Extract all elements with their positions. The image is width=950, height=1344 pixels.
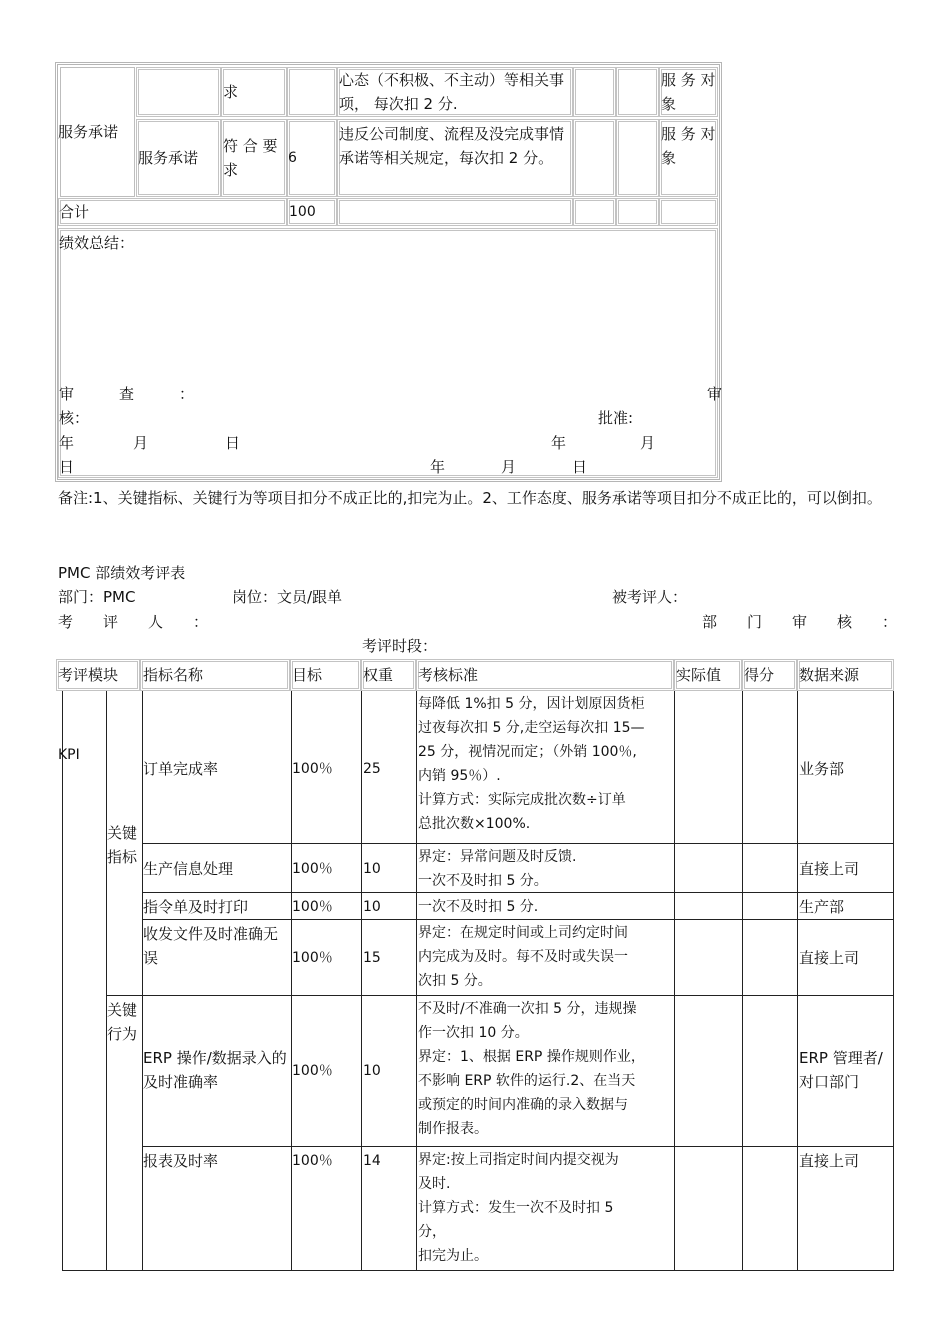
summary-label: 绩效总结： [59, 234, 135, 252]
row-weight: 10 [363, 1063, 381, 1079]
table-cell [573, 67, 616, 117]
date-year: 年 [59, 434, 75, 452]
table-cell [616, 198, 659, 226]
row-weight: 10 [363, 861, 381, 877]
grid-line [106, 691, 107, 1271]
row-group-label: 服务承诺 [58, 123, 119, 141]
row-source: 直接上司 [799, 1152, 860, 1170]
form-title: PMC 部绩效考评表 [58, 564, 186, 582]
row-standard: 不及时/不准确一次扣 5 分，违规操 作一次扣 10 分。 界定：1、根据 ERP 操作规则作业， 不影响 ERP 软件的运行.2、在当天 或预定的时间内准确的录入数据与 制作报表。 [418, 1001, 645, 1137]
row-weight: 10 [363, 899, 381, 915]
date-month: 月 [133, 434, 149, 452]
total-value: 100 [289, 204, 316, 220]
grid-line [674, 691, 675, 1271]
module-label: KPI [58, 747, 80, 763]
header-weight: 权重 [363, 666, 394, 684]
table-cell [616, 67, 659, 117]
grid-line [361, 691, 362, 1271]
table-cell [136, 67, 221, 117]
row-target: 100％ [292, 861, 333, 877]
grid-line [106, 995, 893, 996]
header-actual: 实际值 [676, 666, 722, 684]
date-day: 日 [225, 434, 241, 452]
grid-line [797, 691, 798, 1271]
row-standard: 每降低 1%扣 5 分，因计划原因货柜 过夜每次扣 5 分,走空运每次扣 15— 25 分，视情况而定；（外销 100％, 内销 95％）. 计算方式：实际完成批次数÷订单 总批次数×100%. [418, 696, 645, 832]
header-score: 得分 [744, 666, 775, 684]
row1-standard: 心态（不积极、不主动）等相关事项， 每次扣 2 分. [339, 71, 565, 113]
period-label: 考评时段： [362, 637, 438, 655]
row2-source: 服 务 对象 [661, 125, 716, 167]
row-source: 直接上司 [799, 860, 860, 878]
header-name: 指标名称 [143, 666, 204, 684]
note-text: 备注:1、关键指标、关键行为等项目扣分不成正比的,扣完为止。2、工作态度、服务承诺等项目扣分不成正比的，可以倒扣。 [58, 489, 882, 507]
review-label: 审 查 ： [59, 385, 195, 403]
row-target: 100％ [292, 899, 333, 915]
date-year: 年 [551, 434, 567, 452]
assessor-label: 考 评 人 ： [58, 613, 209, 631]
row-standard: 界定:按上司指定时间内提交视为 及时. 计算方式：发生一次不及时扣 5 分， 扣完为止。 [418, 1152, 619, 1264]
table-cell [58, 198, 287, 226]
grid-line [742, 691, 743, 1271]
audit-label-start: 审 [707, 385, 723, 403]
table-cell [287, 67, 337, 117]
header-source: 数据来源 [799, 666, 860, 684]
row-target: 100％ [292, 761, 333, 777]
table-cell [573, 119, 616, 197]
date-day: 日 [59, 458, 75, 476]
row1-source: 服 务 对象 [661, 71, 716, 113]
table-cell [337, 198, 573, 226]
group-key-behaviors: 关键行为 [107, 1001, 138, 1043]
row-target: 100％ [292, 1153, 333, 1169]
row-standard: 界定：异常问题及时反馈. 一次不及时扣 5 分。 [418, 849, 577, 889]
row2-weight: 6 [288, 150, 297, 166]
row-target: 100％ [292, 1063, 333, 1079]
grid-line [893, 691, 894, 1271]
row2-name: 服务承诺 [138, 149, 199, 167]
row-weight: 25 [363, 761, 381, 777]
approve-label: 批准: [598, 409, 634, 427]
group-key-indicators: 关键指标 [107, 824, 138, 866]
post-label: 岗位：文员/跟单 [232, 588, 343, 606]
grid-line [416, 691, 417, 1271]
summary-box [58, 228, 718, 478]
table-cell [616, 119, 659, 197]
row2-requirement: 符 合 要求 [223, 137, 278, 179]
header-target: 目标 [292, 666, 323, 684]
dept-label: 部门：PMC [58, 588, 136, 606]
row-weight: 15 [363, 950, 381, 966]
row2-standard: 违反公司制度、流程及没完成事情承诺等相关规定，每次扣 2 分。 [339, 125, 565, 167]
row1-requirement: 求 [223, 83, 239, 101]
row-name: 生产信息处理 [143, 860, 234, 878]
row-target: 100％ [292, 950, 333, 966]
row-source: ERP 管理者/对口部门 [799, 1049, 883, 1091]
total-label: 合计 [59, 203, 90, 221]
grid-line [62, 1270, 893, 1271]
date-month: 月 [501, 458, 517, 476]
table-cell [573, 198, 616, 226]
header-module: 考评模块 [58, 666, 119, 684]
grid-line [62, 691, 63, 1271]
audit-label-end: 核： [59, 409, 90, 427]
row-standard: 界定：在规定时间或上司约定时间 内完成为及时。每不及时或失误一 次扣 5 分。 [418, 925, 628, 989]
date-year: 年 [430, 458, 446, 476]
row-weight: 14 [363, 1153, 381, 1169]
row-source: 直接上司 [799, 949, 860, 967]
row-name: ERP 操作/数据录入的及时准确率 [143, 1049, 287, 1091]
assessee-label: 被考评人： [612, 588, 688, 606]
table-cell [659, 198, 718, 226]
grid-line [142, 1146, 893, 1147]
dept-review-label: 部 门 审 核 ： [702, 613, 898, 631]
row-source: 业务部 [799, 760, 845, 778]
date-month: 月 [640, 434, 656, 452]
row-name: 订单完成率 [143, 760, 219, 778]
date-day: 日 [572, 458, 588, 476]
grid-line [142, 843, 893, 844]
row-name: 指令单及时打印 [143, 898, 249, 916]
row-source: 生产部 [799, 898, 845, 916]
row-name: 报表及时率 [143, 1152, 219, 1170]
header-standard: 考核标准 [418, 666, 479, 684]
grid-line [142, 919, 893, 920]
row-standard: 一次不及时扣 5 分. [418, 899, 539, 915]
row-name: 收发文件及时准确无误 [143, 925, 279, 967]
